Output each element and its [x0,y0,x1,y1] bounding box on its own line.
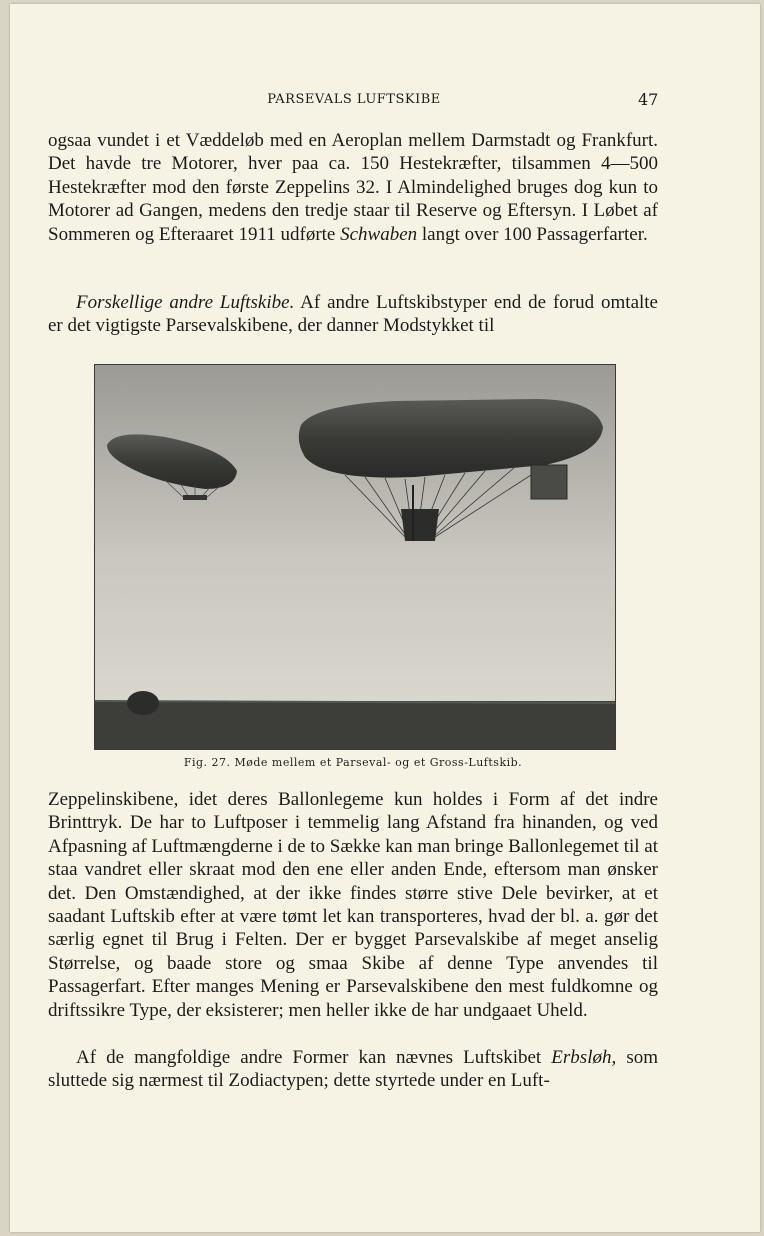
figure-airships-photo [94,364,616,750]
paragraph-1 [48,129,658,246]
paragraph-1-tail: langt over 100 Passagerfarter. [417,223,648,245]
book-page [10,4,760,1232]
paragraph-4 [48,1046,658,1093]
running-title: PARSEVALS LUFTSKIBE [267,92,441,107]
paragraph-4-start: Af de mangfoldige andre Former kan nævnes Luftskibet [76,1047,552,1068]
ship-name-schwaben: Schwaben [340,223,418,245]
ship-name-erbsloeh: Erbsløh, [551,1047,617,1068]
paragraph-2 [48,291,658,338]
tree [127,691,159,715]
paragraph-1-text: ogsaa vundet i et Væddeløb med en Aeroplan mellem Darmstadt og Frankfurt. Det havde tre Motorer, hver paa ca. 150 Hestekræfter, tilsammen 4—500 Hestekræfter mod den første Zeppelins 32. I Almindelighed bruges dog kun to Motorer ad Gangen, medens den tredje staar til Reserve og Eftersyn. I Løbet af Sommeren og Efteraaret 1911 udførte [48,130,658,245]
ground [95,701,615,749]
paragraph-3: Zeppelinskibene, idet deres Ballonlegeme kun holdes i Form af det indre Brinttryk. De har to Luftposer i temmelig lang Afstand fra hinanden, og ved Afpasning af Luftmængderne i de to Sække kan man bringe Ballonlegemet til at staa vandret eller skraat mod den ene eller anden Ende, eftersom man ønsker det. Den Omstændighed, at der ikke findes større stive Dele bevirker, at et saadant Luftskib efter at være tømt let kan transporteres, hvad der bl. a. gør det særlig egnet til Brug i Felten. Der er bygget Parsevalskibe af meget anselig Størrelse, og baade store og smaa Skibe af denne Type anvendes til Passagerfart. Efter manges Mening er Parsevalskibene den mest fuldkomne og driftssikre Type, der eksisterer; men heller ikke de har undgaaet Uheld. [48,789,658,1021]
figure-caption: Fig. 27. Møde mellem et Parseval- og et Gross-Luftskib. [183,756,523,769]
paragraph-4-end: som sluttede sig nærmest til Zodiactypen; dette styrtede under en Luft- [48,1047,658,1092]
page-number: 47 [638,90,659,109]
paragraph-2-text: Af andre Luftskibstyper end de forud omtalte er det vigtigste Parsevalskibene, der danner Modstykket til [48,292,658,337]
section-heading-inline: Forskellige andre Luftskibe. [76,292,295,313]
airships-illustration [95,365,615,749]
